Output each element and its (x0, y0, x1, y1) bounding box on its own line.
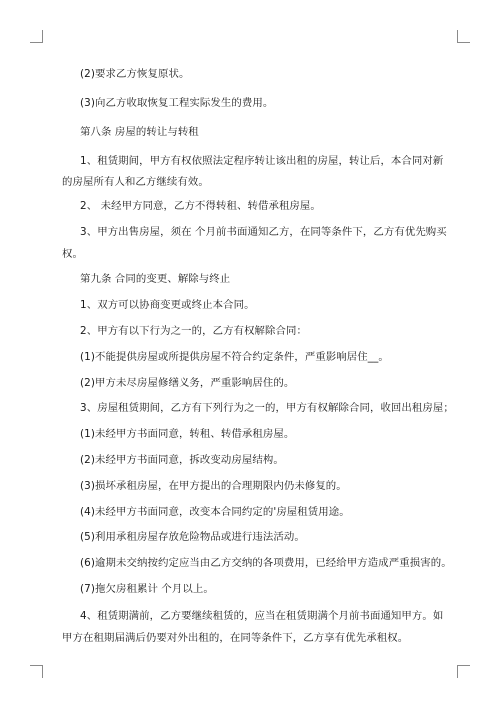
paragraph-9-2: 2、甲方有以下行为之一的，乙方有权解除合同： (80, 325, 308, 337)
list-item-9-3-6: (6)逾期未交纳按约定应当由乙方交纳的各项费用，已经给甲方造成严重损害的。 (80, 557, 452, 569)
list-item-9-2-2: (2)甲方未尽房屋修缮义务，严重影响居住的。 (80, 377, 295, 389)
list-item-9-3-4: (4)未经甲方书面同意，改变本合同约定的'房屋租赁用途。 (80, 506, 350, 518)
paragraph-8-3-line-1: 3、甲方出售房屋，须在 个月前书面通知乙方，在同等条件下，乙方有优先购买 (80, 226, 447, 238)
paragraph-9-4-line-2: 甲方在租期届满后仍要对外出租的，在同等条件下，乙方享有优先承租权。 (62, 632, 409, 644)
paragraph-9-1: 1、双方可以协商变更或终止本合同。 (80, 299, 255, 311)
section-heading-article-8: 第八条 房屋的转让与转租 (80, 126, 199, 138)
list-item-9-3-7: (7)拖欠房租累计 个月以上。 (80, 583, 214, 595)
paragraph-8-2: 2、 未经甲方同意，乙方不得转租、转借承租房屋。 (80, 200, 321, 212)
crop-mark-bottom-right (457, 665, 470, 678)
list-item-2: (2)要求乙方恢复原状。 (80, 68, 190, 80)
paragraph-8-1-line-1: 1、租赁期间，甲方有权依照法定程序转让该出租的房屋，转让后，本合同对新 (80, 155, 444, 167)
paragraph-9-4-line-1: 4、租赁期满前，乙方要继续租赁的，应当在租赁期满个月前书面通知甲方。如 (80, 610, 444, 622)
crop-mark-top-left (30, 30, 43, 43)
list-item-9-3-3: (3)损坏承租房屋，在甲方提出的合理期限内仍未修复的。 (80, 480, 347, 492)
list-item-9-3-1: (1)未经甲方书面同意，转租、转借承租房屋。 (80, 428, 295, 440)
list-item-9-3-2: (2)未经甲方书面同意，拆改变动房屋结构。 (80, 454, 284, 466)
list-item-9-3-5: (5)利用承租房屋存放危险物品或进行违法活动。 (80, 531, 305, 543)
list-item-9-2-1: (1)不能提供房屋或所提供房屋不符合约定条件，严重影响居住__。 (80, 351, 389, 363)
paragraph-8-3-line-2: 权。 (62, 248, 83, 260)
crop-mark-bottom-left (30, 665, 43, 678)
paragraph-8-1-line-2: 的房屋所有人和乙方继续有效。 (62, 176, 209, 188)
list-item-3: (3)向乙方收取恢复工程实际发生的费用。 (80, 97, 274, 109)
section-heading-article-9: 第九条 合同的变更、解除与终止 (80, 273, 231, 285)
paragraph-9-3: 3、房屋租赁期间，乙方有下列行为之一的，甲方有权解除合同，收回出租房屋； (80, 402, 454, 414)
crop-mark-top-right (457, 30, 470, 43)
